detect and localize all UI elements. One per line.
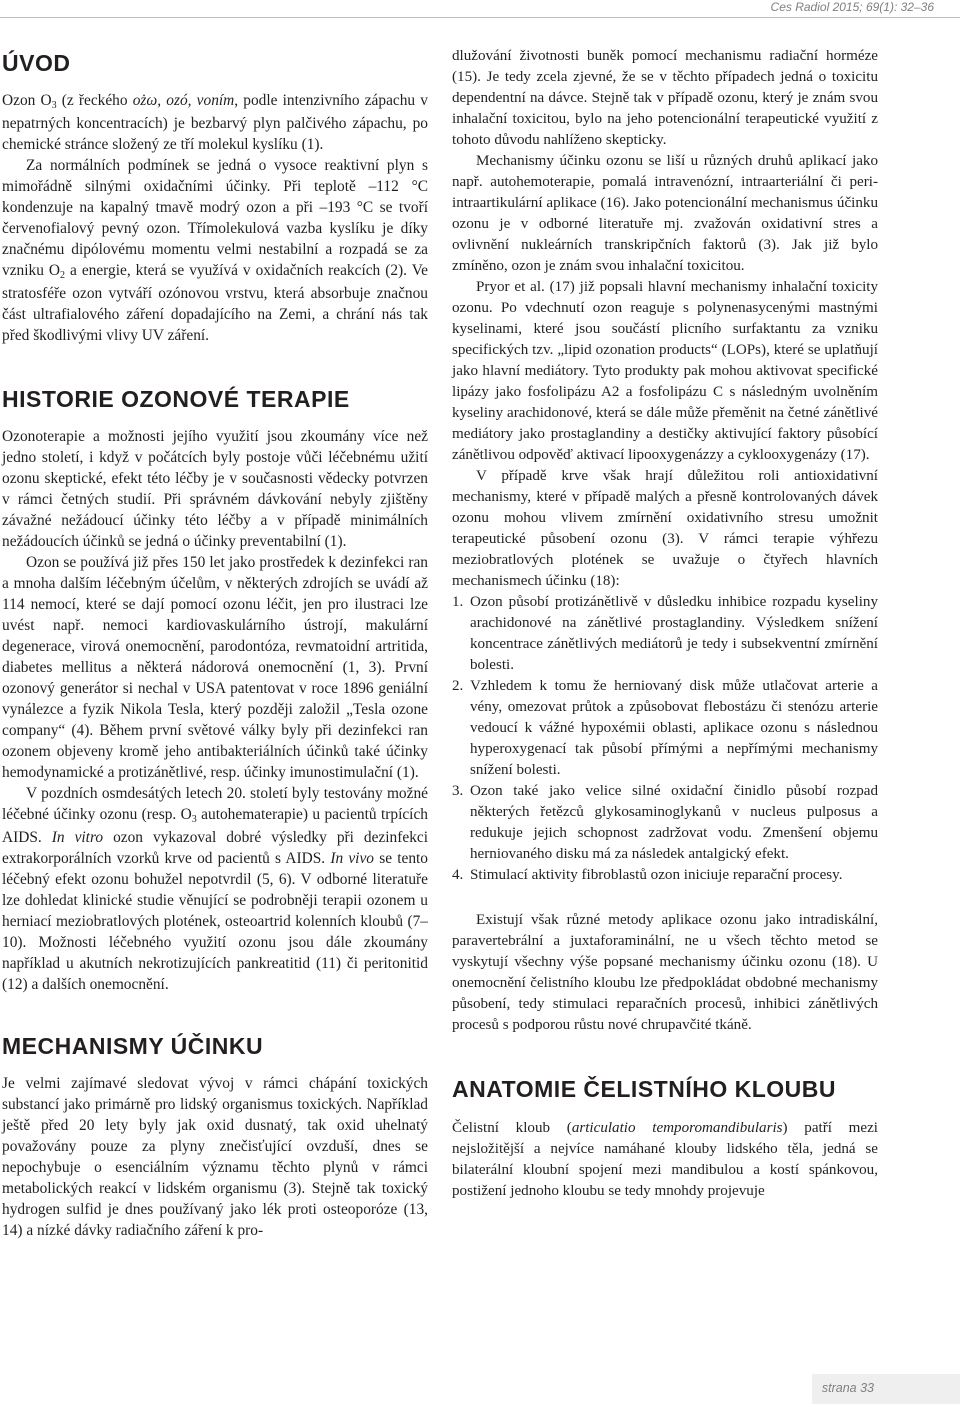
list-item: 2. Vzhledem k tomu že herniovaný disk může utlačovat arterie a vény, omezovat průtok a způsobovat flebostázu či stenózu arterie vedoucí k vážné hypoxémii oblasti, aplikace ozonu s následnou hyperoxygenací tak působí přímými a nepřímými mechanismy snížení bolesti. — [452, 678, 878, 778]
running-head: Ces Radiol 2015; 69(1): 32–36 — [770, 0, 934, 14]
right-column — [452, 46, 878, 1202]
historie-paragraph-2: Ozon se používá již přes 150 let jako prostředek k dezinfekci ran a mnoha dalším léčebným účelům, v některých zdrojích se uvádí až 114 nemocí, které se dají pomocí ozonu léčit, jen pro ilustraci lze uvést např. nemoci kardiovaskulárního ústrojí, makulární degenerace, virová onemocnění, parodontóza, revmatoidní artritida, diabetes mellitus a některá nádorová onemocnění (1, 3). První ozonový generátor si nechal v USA patentovat v roce 1896 geniální vynálezce a fyzik Nikola Tesla, který později založil „Tesla ozone company“ (4). Během první světové války byly při dezinfekci ran ozonem objeveny kromě jeho antibakteriálních účinků také účinky hemodynamické a protizánětlivé, resp. účinky imunostimulační (1). — [2, 554, 428, 781]
header-rule — [0, 17, 960, 18]
historie-paragraph-1: Ozonoterapie a možnosti jejího využití jsou zkoumány více než jedno století, i když v počátcích byly postoje vůči léčebnému užití ozonu skeptické, efekt této léčby je v současnosti vědecky potvrzen v rámci četných studií. Při správném dávkování nebyly zjištěny závažné nežádoucí účinky této léčby a v případě minimálních nežádoucích účinků se jedná o účinky preventabilní (1). — [2, 428, 428, 550]
mechanismy-paragraph-3: Pryor et al. (17) již popsali hlavní mechanismy inhalační toxicity ozonu. Po vdechnutí ozon reaguje s polynenasycenými mastnými kyselinami, které jsou součástí plicního surfaktantu za vzniku specifických tzv. „lipid ozonation products“ (LOPs), které se uplatňují jako hlavní mediátory. Tyto produkty pak mohou aktivovat specifické lipázy jako fosfolipázu A2 a fosfolipázu C s následným uvolněním kyseliny arachidonové, která se dále může přeměnit na četné zánětlivé mediátory jako prostaglandiny a destičky aktivující faktory působící zánětlivou odpověď aktivací lipooxygenázzy a cyklooxygenázy (17). — [452, 279, 878, 463]
mechanismy-paragraph-1: Je velmi zajímavé sledovat vývoj v rámci chápání toxických substancí jako primárně pro lidský organismus toxických. Například ještě před 20 lety byly jak oxid dusnatý, tak oxid uhelnatý považovány pouze za plyny znečisťující ovzduší, dnes se nepochybuje o esenciálním významu těchto plynů v rámci metabolických reakcí v lidském organismu (3). Stejně tak toxický hydrogen sulfid je dnes používaný jako lék proti osteoporóze (13, 14) a nízké dávky radiačního záření k pro- — [2, 1075, 428, 1239]
mechanismy-paragraph-2: Mechanismy účinku ozonu se liší u různých druhů aplikací jako např. autohemoterapie, pomalá intravenózní, intraarteriální či peri-intraartikulární aplikace (16). Jako potencionální mechanismus účinku ozonu je v odborné literatuře mj. zvažován oxidativní stres a ovlivnění nukleárních transkripčních faktorů (3). Jak již bylo zmíněno, ozon je znám svou inhalační toxicitou. — [452, 153, 878, 274]
heading-uvod: ÚVOD — [2, 50, 71, 76]
historie-paragraph-3: V pozdních osmdesátých letech 20. století byly testovány možné léčebné účinky ozonu (resp. O3 autohematerapie) u pacientů trpících AIDS. In vitro ozon vykazoval dobré výsledky při dezinfekci extrakorporálních vzorků krve od pacientů s AIDS. In vivo se tento léčebný efekt ozonu bohužel nepotvrdil (5, 6). V odborné literatuře lze dohledat klinické studie věnující se podrobněji terapii ozonem u herniací meziobratlových plotének, osteoartrid kolenních kloubů (7–10). Možnosti léčebného využití ozonu jsou dále zkoumány například u akutních nekrotizujících pankreatitid (11) či peritonitid (12) a dalších onemocnění. — [2, 785, 428, 993]
uvod-paragraph-1: Ozon O3 (z řeckého ożω, ozó, voním, podle intenzivního zápachu v nepatrných koncentracích) je bezbarvý plyn palčivého zápachu, po chemické stránce složený ze tří molekul kyslíku (1). — [2, 92, 428, 153]
mechanism-list — [452, 592, 878, 886]
list-item: 1. Ozon působí protizánětlivě v důsledku inhibice rozpadu kyseliny arachidonové na zánětlivé prostaglandiny. Výsledkem snížení koncentrace zánětlivých mediátorů je tedy i subsekventní zmírnění bolesti. — [452, 594, 878, 673]
heading-historie: HISTORIE OZONOVÉ TERAPIE — [2, 386, 350, 412]
mechanismy-paragraph-4: V případě krve však hrají důležitou roli antioxidativní mechanismy, které v případě malých a přesně kontrolovaných dávek ozonu mohou vlivem zmírnění oxidativního stresu umožnit terapeutické působení ozonu (3). V rámci terapie výhřezu meziobratlových plotének se uvažuje o čtyřech hlavních mechanismech účinku (18): — [452, 468, 878, 589]
mechanismy-paragraph-5: Existují však různé metody aplikace ozonu jako intradiskální, paravertebrální a juxtaforaminální, ne u všech těchto metod se vyskytují všechny výše popsané mechanismy účinku ozonu (18). U onemocnění čelistního kloubu lze předpokládat obdobné mechanismy působení, tedy stimulaci reparačních procesů, inhibici zánětlivých procesů s podporou růstu nové chrupavčité tkáně. — [452, 912, 878, 1033]
left-column — [2, 46, 428, 1241]
anatomie-paragraph-1: Čelistní kloub (articulatio temporomandibularis) patří mezi nejsložitější a nejvíce namáhané klouby lidského těla, jedná se bilaterální kloubní spojení mezi mandibulou a kostí spánkovou, postižení jednoho kloubu se tedy mnohdy projevuje — [452, 1120, 878, 1199]
heading-anatomie: ANATOMIE ČELISTNÍHO KLOUBU — [452, 1076, 836, 1102]
list-item: 4. Stimulací aktivity fibroblastů ozon iniciuje reparační procesy. — [452, 867, 843, 883]
list-item: 3. Ozon také jako velice silné oxidační činidlo působí rozpad některých řetězců glykosaminoglykanů v nucleus pulposus a redukuje jejich schopnost zadržovat vodu. Zmenšení objemu herniovaného disku má za následek antalgický efekt. — [452, 783, 878, 862]
page-number: strana 33 — [821, 1381, 874, 1395]
uvod-paragraph-2: Za normálních podmínek se jedná o vysoce reaktivní plyn s mimořádně silnými oxidačními účinky. Při teplotě –112 °C kondenzuje na kapalný tmavě modrý ozon a při –193 °C se tvoří červenofialový pevný ozon. Třímolekulová vazba kyslíku je díky značnému dipólovému momentu velmi nestabilní a rozpadá se za vzniku O2 a energie, která se využívá v oxidačních reakcích (2). Ve stratosféře ozon vytváří ozónovou vrstvu, která absorbuje značnou část ultrafialového záření dopadajícího na Zemi, a chrání nás tak před škodlivými vlivy UV záření. — [2, 157, 428, 344]
heading-mechanismy: MECHANISMY ÚČINKU — [2, 1033, 264, 1059]
continued-paragraph: dlužování životnosti buněk pomocí mechanismu radiační horméze (15). Je tedy zcela zjevné, že se v těchto případech jedná o toxicitu dependentní na dávce. Stejně tak v případě ozonu, který je znám svou inhalační toxicitou, bylo na jeho potencionální terapeutické využití z tohoto důvodu nahlíženo skepticky. — [452, 48, 878, 148]
